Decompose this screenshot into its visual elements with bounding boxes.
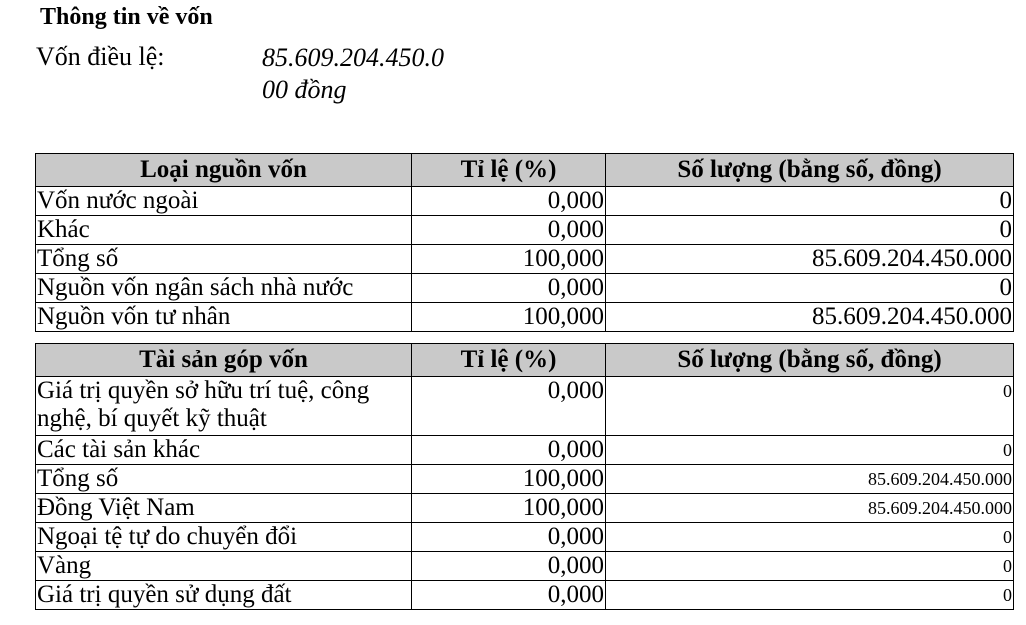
header-amount: Số lượng (bằng số, đồng): [606, 344, 1014, 377]
capital-assets-table: [35, 343, 1014, 610]
header-ratio: Tỉ lệ (%): [412, 154, 606, 187]
section-title: Thông tin về vốn: [40, 4, 213, 30]
row-ratio: 100,000: [412, 494, 606, 523]
row-amount: 0: [606, 274, 1014, 303]
row-ratio: 0,000: [412, 581, 606, 610]
header-source-type: Loại nguồn vốn: [36, 154, 412, 187]
row-ratio: 100,000: [412, 465, 606, 494]
row-label: Tổng số: [36, 245, 412, 274]
table-row: [36, 274, 1014, 303]
row-ratio: 100,000: [412, 245, 606, 274]
table-row: [36, 436, 1014, 465]
table-row: [36, 187, 1014, 216]
capital-sources-table: [35, 153, 1014, 332]
row-ratio: 0,000: [412, 552, 606, 581]
row-amount: 0: [606, 187, 1014, 216]
row-ratio: 0,000: [412, 274, 606, 303]
row-label: Các tài sản khác: [36, 436, 412, 465]
table-row: [36, 523, 1014, 552]
row-amount: 0: [606, 552, 1014, 581]
row-amount: 85.609.204.450.000: [606, 303, 1014, 332]
row-label: Giá trị quyền sở hữu trí tuệ, công nghệ, bí quyết kỹ thuật: [36, 377, 412, 436]
row-ratio: 100,000: [412, 303, 606, 332]
row-label: Vàng: [36, 552, 412, 581]
row-label: Ngoại tệ tự do chuyển đổi: [36, 523, 412, 552]
row-label: Giá trị quyền sử dụng đất: [36, 581, 412, 610]
table-row: [36, 494, 1014, 523]
row-amount: 0: [606, 523, 1014, 552]
row-ratio: 0,000: [412, 523, 606, 552]
row-amount: 0: [606, 216, 1014, 245]
charter-capital-value-line2: 00 đồng: [262, 75, 347, 104]
header-asset-type: Tài sản góp vốn: [36, 344, 412, 377]
table-row: [36, 581, 1014, 610]
charter-capital-label: Vốn điều lệ:: [36, 42, 165, 71]
row-amount: 0: [606, 581, 1014, 610]
row-amount: 85.609.204.450.000: [606, 245, 1014, 274]
charter-capital-value-line1: 85.609.204.450.0: [262, 43, 444, 72]
table-row: [36, 245, 1014, 274]
row-label: Nguồn vốn ngân sách nhà nước: [36, 274, 412, 303]
table-row: [36, 216, 1014, 245]
row-ratio: 0,000: [412, 216, 606, 245]
table-row: [36, 465, 1014, 494]
charter-capital-value: [262, 42, 482, 106]
row-label: Đồng Việt Nam: [36, 494, 412, 523]
header-ratio: Tỉ lệ (%): [412, 344, 606, 377]
table-row: [36, 552, 1014, 581]
table-header-row: [36, 154, 1014, 187]
row-amount: 85.609.204.450.000: [606, 465, 1014, 494]
row-amount: 0: [606, 377, 1014, 436]
row-amount: 85.609.204.450.000: [606, 494, 1014, 523]
table-row: [36, 303, 1014, 332]
table-header-row: [36, 344, 1014, 377]
row-ratio: 0,000: [412, 377, 606, 436]
row-label: Vốn nước ngoài: [36, 187, 412, 216]
row-label: Nguồn vốn tư nhân: [36, 303, 412, 332]
header-amount: Số lượng (bằng số, đồng): [606, 154, 1014, 187]
row-amount: 0: [606, 436, 1014, 465]
row-label: Khác: [36, 216, 412, 245]
table-row: [36, 377, 1014, 436]
row-ratio: 0,000: [412, 187, 606, 216]
row-label: Tổng số: [36, 465, 412, 494]
row-ratio: 0,000: [412, 436, 606, 465]
